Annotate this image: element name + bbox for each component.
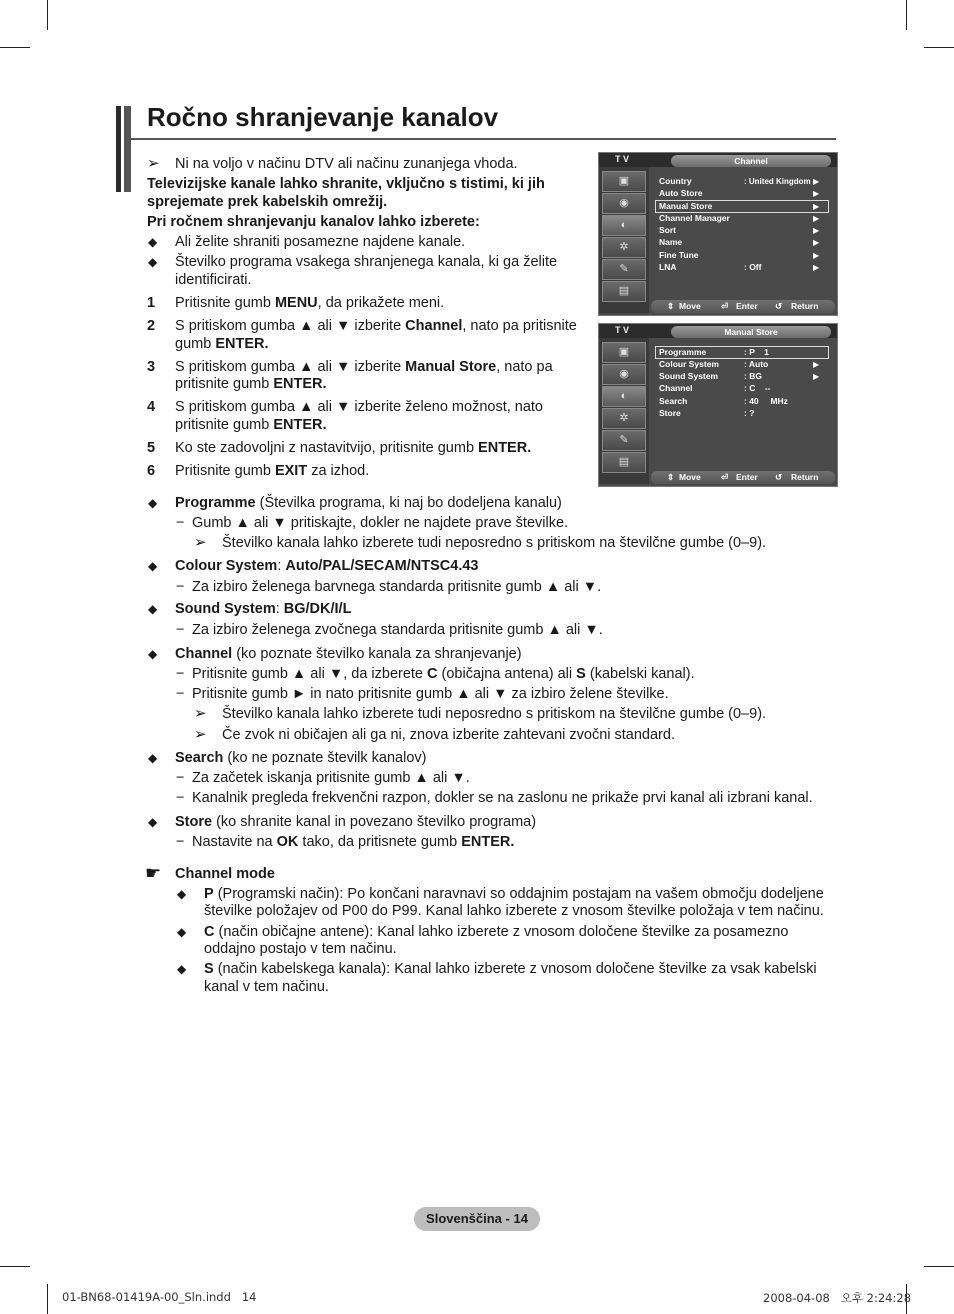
intro-bullet-1: Ali želite shraniti posamezne najdene kanale. — [175, 234, 466, 250]
crop-mark — [924, 1266, 954, 1267]
step-6: Pritisnite gumb EXIT za izhod. — [175, 463, 370, 479]
step-3-cont: pritisnite gumb ENTER. — [175, 376, 327, 392]
menu-item[interactable]: Manual Store — [659, 201, 713, 211]
enter-icon: ⏎ — [721, 472, 729, 482]
menu-footer — [651, 300, 835, 313]
menu-item[interactable]: Programme — [659, 347, 707, 357]
sound-icon: ◉ — [602, 193, 646, 214]
menu-header — [599, 324, 837, 338]
step-2-cont: gumb ENTER. — [175, 336, 269, 352]
crop-mark — [924, 47, 954, 48]
crop-mark — [47, 1284, 48, 1314]
move-icon: ⇕ — [667, 301, 675, 311]
mode-s-cont: kanal v tem načinu. — [204, 979, 329, 995]
channel-note-1: Številko kanala lahko izberete tudi neposredno s pritiskom na številčne gumbe (0–9). — [222, 706, 767, 722]
move-label: Move — [679, 301, 701, 311]
mode-c-cont: oddajno postajo v tem načinu. — [204, 941, 397, 957]
dash-icon: − — [176, 666, 185, 682]
note-arrow-icon: ➢ — [194, 534, 207, 551]
mode-p-cont: številke položajev od P00 do P99. Kanal lahko izberete z vnosom številke položaja v tem načinu. — [204, 903, 824, 919]
channel-detail-1: Pritisnite gumb ▲ ali ▼, da izberete C (običajna antena) ali S (kabelski kanal). — [192, 666, 695, 682]
channel-menu-screenshot — [598, 152, 838, 316]
setup-icon: ✲ — [602, 237, 646, 258]
programme-detail: Gumb ▲ ali ▼ pritiskajte, dokler ne najdete prave številke. — [192, 515, 569, 531]
dash-icon: − — [176, 790, 185, 806]
crop-mark — [0, 47, 30, 48]
menu-item[interactable]: Sort — [659, 225, 676, 235]
bullet-icon: ◆ — [148, 751, 158, 765]
step-3: S pritiskom gumba ▲ ali ▼ izberite Manual Store, nato pa — [175, 359, 553, 375]
digital-icon: ▤ — [602, 281, 646, 302]
menu-item[interactable]: Fine Tune — [659, 250, 699, 260]
mode-s: S (način kabelskega kanala): Kanal lahko izberete z vnosom določene številke za vsak kabelski — [204, 961, 817, 977]
hand-icon: ☛ — [145, 863, 162, 883]
store-detail: Nastavite na OK tako, da pritisnete gumb ENTER. — [192, 834, 515, 850]
dash-icon: − — [176, 622, 185, 638]
bullet-icon: ◆ — [177, 925, 187, 939]
bullet-icon: ◆ — [148, 255, 158, 269]
option-programme: Programme (Številka programa, ki naj bo dodeljena kanalu) — [175, 495, 562, 511]
step-number: 1 — [147, 295, 156, 311]
return-label: Return — [791, 472, 819, 482]
menu-item[interactable]: Store — [659, 408, 681, 418]
channel-icon: ◐ — [602, 386, 646, 407]
dash-icon: − — [176, 770, 185, 786]
input-icon: ✎ — [602, 259, 646, 280]
menu-sidebar — [599, 338, 649, 484]
menu-item[interactable]: Colour System — [659, 359, 719, 369]
digital-icon: ▤ — [602, 452, 646, 473]
dash-icon: − — [176, 515, 185, 531]
option-store: Store (ko shranite kanal in povezano številko programa) — [175, 814, 537, 830]
sound-detail: Za izbiro želenega zvočnega standarda pritisnite gumb ▲ ali ▼. — [192, 622, 603, 638]
note-arrow-icon: ➢ — [194, 726, 207, 743]
option-channel: Channel (ko poznate številko kanala za shranjevanje) — [175, 646, 522, 662]
move-label: Move — [679, 472, 701, 482]
intro-note: Ni na voljo v načinu DTV ali načinu zunanjega vhoda. — [175, 156, 518, 172]
title-rule — [130, 138, 836, 140]
header-bar — [124, 106, 131, 192]
menu-arrow-icon: ▶ — [813, 202, 820, 211]
crop-mark — [906, 0, 907, 30]
bullet-icon: ◆ — [148, 559, 158, 573]
menu-value: : P 1 — [744, 347, 769, 357]
page-title: Ročno shranjevanje kanalov — [147, 102, 499, 132]
step-number: 5 — [147, 440, 156, 456]
menu-footer — [651, 471, 835, 484]
step-4-cont: pritisnite gumb ENTER. — [175, 417, 327, 433]
intro-bold-1: Televizijske kanale lahko shranite, vključno s tistimi, ki jih — [147, 176, 545, 192]
enter-label: Enter — [736, 301, 758, 311]
menu-value: : 40 MHz — [744, 396, 788, 406]
menu-item[interactable]: Channel Manager — [659, 213, 730, 223]
menu-value: : ? — [744, 408, 755, 418]
bullet-icon: ◆ — [148, 602, 158, 616]
menu-header — [599, 153, 837, 167]
bullet-icon: ◆ — [148, 496, 158, 510]
menu-value: : Auto — [744, 359, 769, 369]
bullet-icon: ◆ — [148, 815, 158, 829]
intro-bullet-2b: identificirati. — [175, 272, 252, 288]
menu-value: : Off — [744, 262, 762, 272]
header-bar — [116, 106, 121, 192]
menu-tv-label: T V — [615, 154, 630, 164]
move-icon: ⇕ — [667, 472, 675, 482]
enter-icon: ⏎ — [721, 301, 729, 311]
mode-p: P (Programski način): Po končani naravnavi so oddajnim postajam na vašem območju dodeljene — [204, 886, 824, 902]
menu-item[interactable]: Channel — [659, 383, 693, 393]
menu-arrow-icon: ▶ — [813, 263, 820, 272]
menu-title: Channel — [671, 155, 831, 167]
menu-item[interactable]: Search — [659, 396, 688, 406]
menu-arrow-icon: ▶ — [813, 238, 820, 247]
picture-icon: ▣ — [602, 171, 646, 192]
channel-icon: ◐ — [602, 215, 646, 236]
option-colour-system: Colour System: Auto/PAL/SECAM/NTSC4.43 — [175, 558, 479, 574]
menu-item[interactable]: Sound System — [659, 371, 719, 381]
dash-icon: − — [176, 686, 185, 702]
channel-note-2: Če zvok ni običajen ali ga ni, znova izberite zahtevani zvočni standard. — [222, 727, 675, 743]
step-number: 2 — [147, 318, 156, 334]
menu-item[interactable]: LNA — [659, 262, 677, 272]
note-arrow-icon: ➢ — [147, 155, 160, 172]
file-name: 01-BN68-01419A-00_Sln.indd 14 — [62, 1290, 257, 1304]
bullet-icon: ◆ — [177, 887, 187, 901]
menu-item[interactable]: Auto Store — [659, 188, 703, 198]
step-number: 3 — [147, 359, 156, 375]
bullet-icon: ◆ — [177, 962, 187, 976]
menu-arrow-icon: ▶ — [813, 214, 820, 223]
dash-icon: − — [176, 834, 185, 850]
print-date: 2008-04-08 오후 2:24:28 — [763, 1291, 912, 1305]
note-arrow-icon: ➢ — [194, 705, 207, 722]
dash-icon: − — [176, 579, 185, 595]
menu-arrow-icon: ▶ — [813, 251, 820, 260]
menu-arrow-icon: ▶ — [813, 189, 820, 198]
step-4: S pritiskom gumba ▲ ali ▼ izberite želeno možnost, nato — [175, 399, 544, 415]
menu-value: : United Kingdom — [744, 177, 811, 186]
sound-icon: ◉ — [602, 364, 646, 385]
page-number-badge: Slovenščina - 14 — [414, 1207, 540, 1231]
channel-detail-2: Pritisnite gumb ► in nato pritisnite gumb ▲ ali ▼ za izbiro želene številke. — [192, 686, 669, 702]
menu-tv-label: T V — [615, 325, 630, 335]
menu-arrow-icon: ▶ — [813, 372, 820, 381]
bullet-icon: ◆ — [148, 235, 158, 249]
return-icon: ↺ — [775, 301, 783, 311]
picture-icon: ▣ — [602, 342, 646, 363]
step-1: Pritisnite gumb MENU, da prikažete meni. — [175, 295, 445, 311]
return-icon: ↺ — [775, 472, 783, 482]
manual-store-menu-screenshot — [598, 323, 838, 487]
menu-title: Manual Store — [671, 326, 831, 338]
channel-mode-title: Channel mode — [175, 866, 275, 882]
menu-arrow-icon: ▶ — [813, 360, 820, 369]
setup-icon: ✲ — [602, 408, 646, 429]
crop-mark — [47, 0, 48, 30]
step-number: 4 — [147, 399, 156, 415]
step-2: S pritiskom gumba ▲ ali ▼ izberite Channel, nato pa pritisnite — [175, 318, 577, 334]
intro-bold-2: sprejemate prek kabelskih omrežij. — [147, 194, 388, 210]
intro-bold-3: Pri ročnem shranjevanju kanalov lahko izberete: — [147, 214, 480, 230]
step-5: Ko ste zadovoljni z nastavitvijo, pritisnite gumb ENTER. — [175, 440, 532, 456]
return-label: Return — [791, 301, 819, 311]
enter-label: Enter — [736, 472, 758, 482]
menu-item[interactable]: Country — [659, 176, 692, 186]
search-detail-2: Kanalnik pregleda frekvenčni razpon, dokler se na zaslonu ne prikaže prvi kanal ali izbrani kanal. — [192, 790, 813, 806]
menu-value: : C -- — [744, 383, 771, 393]
bullet-icon: ◆ — [148, 647, 158, 661]
menu-value: : BG — [744, 371, 762, 381]
menu-sidebar — [599, 167, 649, 313]
step-number: 6 — [147, 463, 156, 479]
menu-arrow-icon: ▶ — [813, 177, 820, 186]
option-search: Search (ko ne poznate številk kanalov) — [175, 750, 427, 766]
crop-mark — [0, 1266, 30, 1267]
menu-item[interactable]: Name — [659, 237, 683, 247]
intro-bullet-2a: Številko programa vsakega shranjenega kanala, ki ga želite — [175, 254, 558, 270]
programme-note: Številko kanala lahko izberete tudi neposredno s pritiskom na številčne gumbe (0–9). — [222, 535, 767, 551]
option-sound-system: Sound System: BG/DK/I/L — [175, 601, 352, 617]
search-detail-1: Za začetek iskanja pritisnite gumb ▲ ali ▼. — [192, 770, 470, 786]
mode-c: C (način običajne antene): Kanal lahko izberete z vnosom določene številke za posamezno — [204, 924, 789, 940]
input-icon: ✎ — [602, 430, 646, 451]
colour-detail: Za izbiro želenega barvnega standarda pritisnite gumb ▲ ali ▼. — [192, 579, 602, 595]
menu-arrow-icon: ▶ — [813, 226, 820, 235]
